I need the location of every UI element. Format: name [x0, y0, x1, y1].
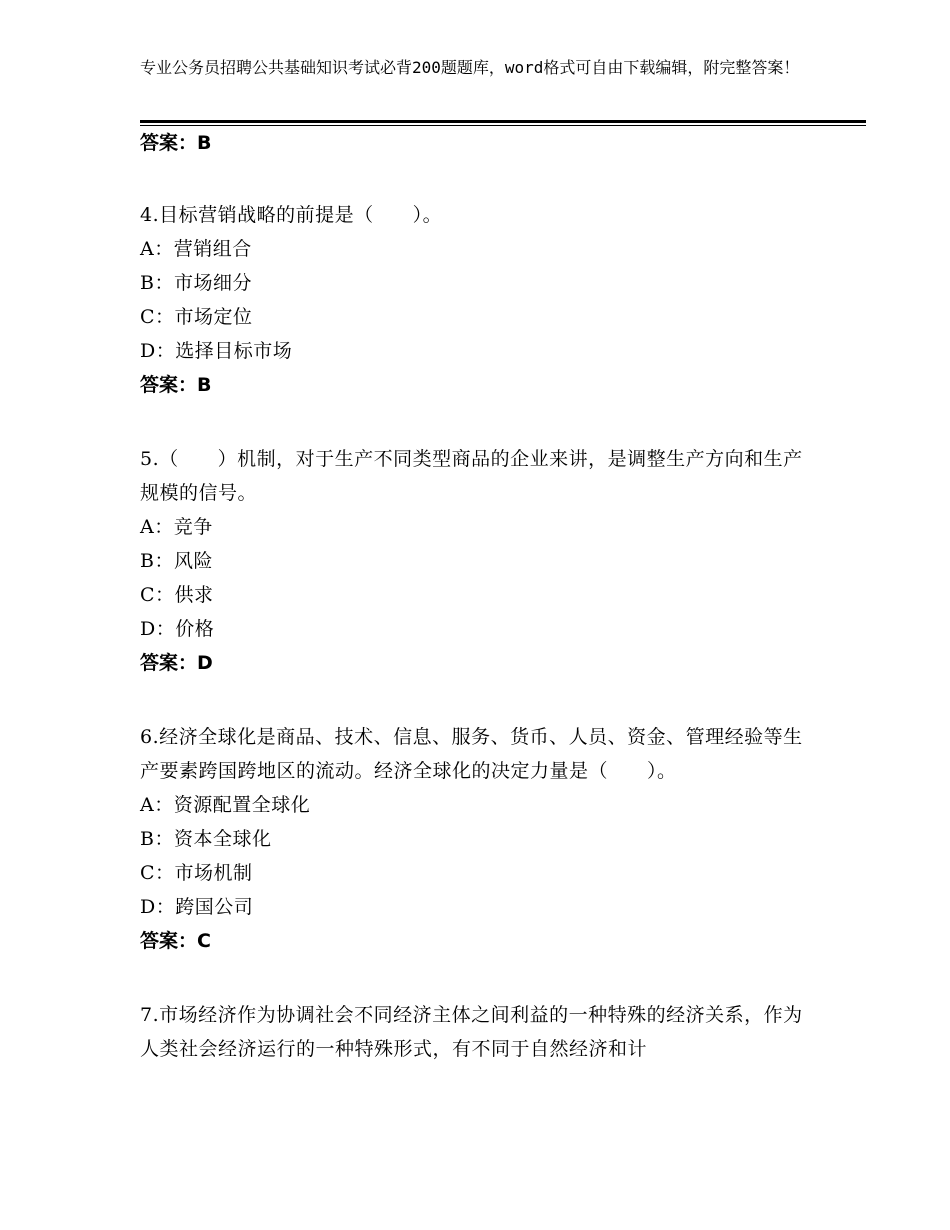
- option-b: B：风险: [140, 550, 213, 572]
- option-d: D：选择目标市场: [140, 340, 293, 362]
- question-6: [140, 720, 810, 958]
- option-b: B：市场细分: [140, 272, 252, 294]
- question-stem: 4.目标营销战略的前提是（ ）。: [140, 204, 443, 226]
- header-divider: [140, 120, 866, 123]
- question-answer: 答案：C: [140, 930, 211, 952]
- option-b: B：资本全球化: [140, 828, 272, 850]
- question-4: [140, 198, 810, 402]
- question-stem: 5.（ ）机制，对于生产不同类型商品的企业来讲，是调整生产方向和生产规模的信号。: [140, 448, 803, 504]
- previous-answer: 答案：B: [140, 132, 212, 154]
- question-7: [140, 998, 810, 1066]
- option-c: C：供求: [140, 584, 214, 606]
- question-answer: 答案：B: [140, 374, 212, 396]
- header-divider-thin: [140, 125, 866, 126]
- option-d: D：价格: [140, 618, 215, 640]
- question-5: [140, 442, 810, 680]
- option-a: A：资源配置全球化: [140, 794, 311, 816]
- option-d: D：跨国公司: [140, 896, 254, 918]
- option-c: C：市场定位: [140, 306, 253, 328]
- page-header-title: 专业公务员招聘公共基础知识考试必背200题题库，word格式可自由下载编辑，附完整答案！: [140, 58, 800, 77]
- question-stem: 6.经济全球化是商品、技术、信息、服务、货币、人员、资金、管理经验等生产要素跨国跨地区的流动。经济全球化的决定力量是（ ）。: [140, 726, 803, 782]
- option-a: A：竞争: [140, 516, 213, 538]
- question-stem: 7.市场经济作为协调社会不同经济主体之间利益的一种特殊的经济关系，作为人类社会经济运行的一种特殊形式，有不同于自然经济和计: [140, 1004, 803, 1060]
- question-answer: 答案：D: [140, 652, 213, 674]
- question-list: [140, 128, 810, 1066]
- option-c: C：市场机制: [140, 862, 253, 884]
- option-a: A：营销组合: [140, 238, 252, 260]
